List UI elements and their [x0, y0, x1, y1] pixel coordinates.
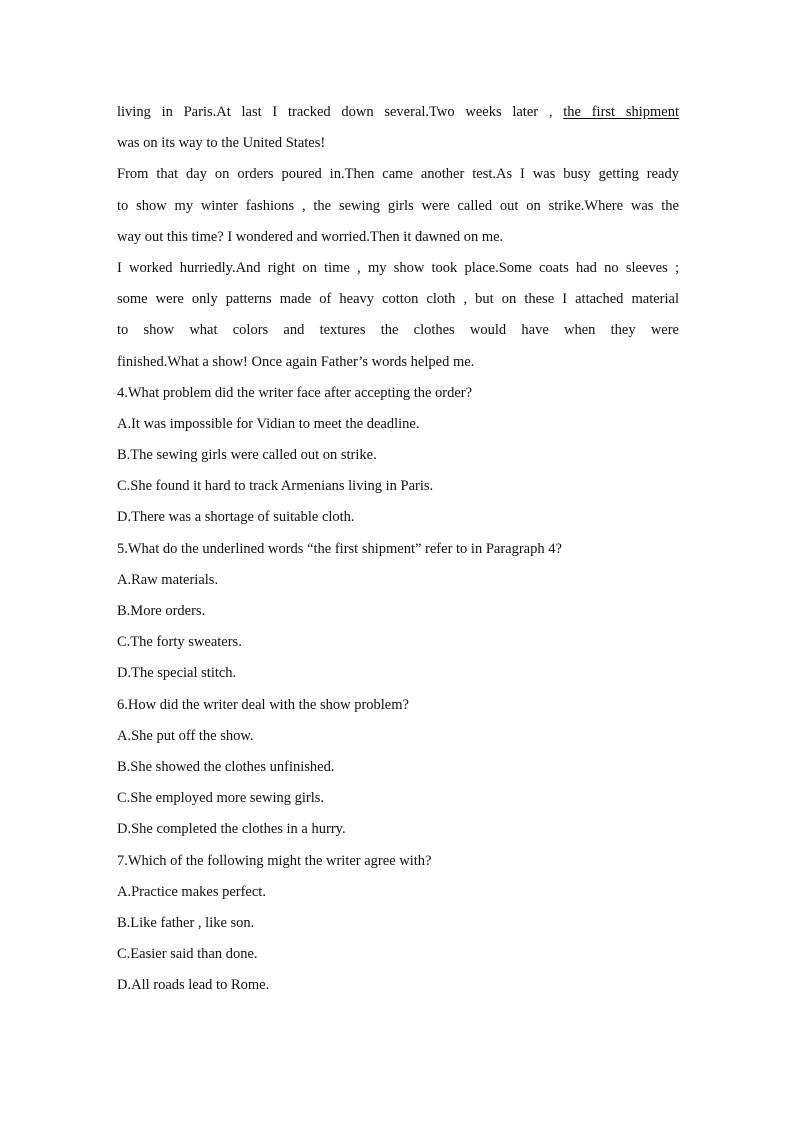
- passage-line: finished.What a show! Once again Father’s words helped me.: [117, 353, 475, 370]
- answer-option: D.The special stitch.: [117, 665, 237, 682]
- answer-option: C.The forty sweaters.: [117, 634, 242, 651]
- question-stem: 4.What problem did the writer face after accepting the order?: [117, 384, 473, 401]
- answer-option: B.Like father , like son.: [117, 914, 255, 931]
- answer-option: D.All roads lead to Rome.: [117, 977, 270, 994]
- passage-line: [117, 97, 679, 128]
- answer-option: A.She put off the show.: [117, 727, 254, 744]
- underlined-phrase: the first shipment: [563, 104, 679, 120]
- passage-line: From that day on orders poured in.Then came another test.As I was busy getting ready: [117, 166, 679, 183]
- answer-option: C.She found it hard to track Armenians living in Paris.: [117, 478, 434, 495]
- answer-option: A.Raw materials.: [117, 571, 219, 588]
- document-page: [117, 97, 679, 1001]
- passage-text: living in Paris.At last I tracked down several.Two weeks later ,: [117, 104, 553, 120]
- answer-option: B.She showed the clothes unfinished.: [117, 758, 335, 775]
- answer-option: A.It was impossible for Vidian to meet the deadline.: [117, 415, 420, 432]
- passage-line: way out this time? I wondered and worried.Then it dawned on me.: [117, 228, 504, 245]
- passage-line: was on its way to the United States!: [117, 135, 326, 152]
- question-stem: 7.Which of the following might the writer agree with?: [117, 852, 432, 869]
- question-stem: 5.What do the underlined words “the first shipment” refer to in Paragraph 4?: [117, 540, 562, 557]
- answer-option: B.More orders.: [117, 603, 206, 619]
- passage-line: I worked hurriedly.And right on time , my show took place.Some coats had no sleeves ;: [117, 259, 679, 276]
- answer-option: C.Easier said than done.: [117, 946, 258, 963]
- answer-option: B.The sewing girls were called out on strike.: [117, 447, 377, 464]
- answer-option: A.Practice makes perfect.: [117, 883, 266, 900]
- passage-line: to show what colors and textures the clothes would have when they were: [117, 322, 679, 339]
- answer-option: C.She employed more sewing girls.: [117, 790, 325, 807]
- passage-line: to show my winter fashions , the sewing girls were called out on strike.Where was the: [117, 197, 679, 214]
- answer-option: D.There was a shortage of suitable cloth.: [117, 509, 355, 526]
- question-stem: 6.How did the writer deal with the show problem?: [117, 696, 409, 713]
- answer-option: D.She completed the clothes in a hurry.: [117, 821, 346, 838]
- passage-line: some were only patterns made of heavy cotton cloth , but on these I attached material: [117, 291, 679, 308]
